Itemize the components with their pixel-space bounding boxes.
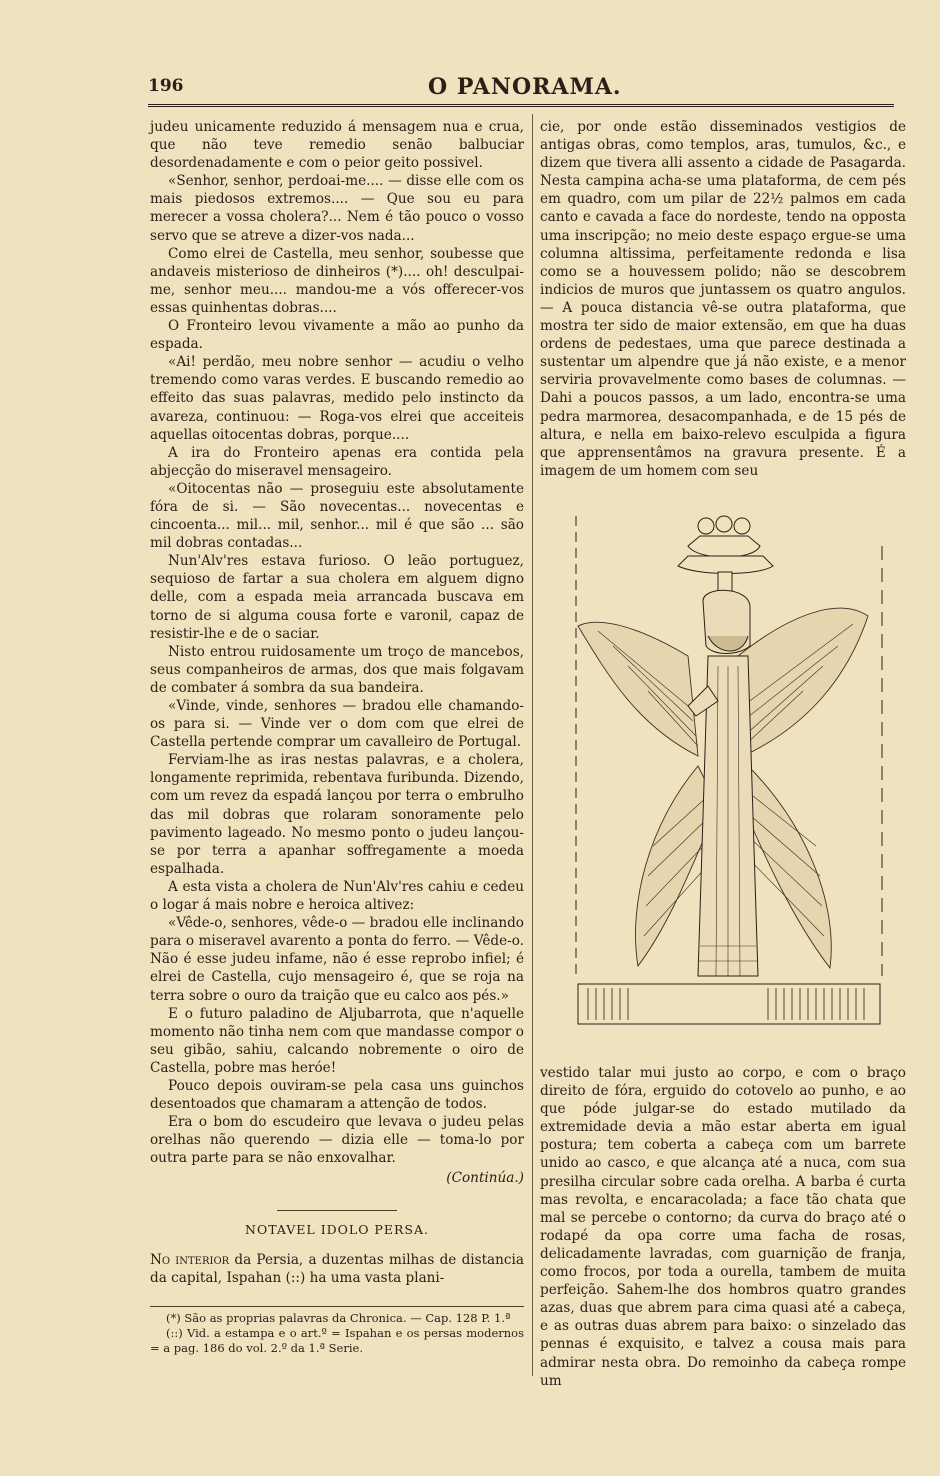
- article-first-paragraph: [150, 1251, 524, 1287]
- winged-idol-engraving: [568, 506, 890, 1036]
- article-title: NOTAVEL IDOLO PERSA.: [150, 1210, 524, 1239]
- paragraph: O Fronteiro levou vivamente a mão ao punho da espada.: [150, 318, 524, 353]
- paragraph: E o futuro paladino de Aljubarrota, que n'aquelle momento não tinha nem com que mandasse compor o seu gibão, sahiu, calcando nobremente o oiro de Castella, pobre mas heróe!: [150, 1005, 524, 1076]
- paragraph: Nisto entrou ruidosamente um troço de mancebos, seus companheiros de armas, dos que mais folgavam de combater á sombra da sua bandeira.: [150, 643, 524, 696]
- page-number: 196: [148, 76, 184, 96]
- paragraph: «Ai! perdão, meu nobre senhor — acudiu o velho tremendo como varas verdes. E buscando remedio ao effeito das suas palavras, medido pelo instincto da avareza, continuou: — Roga-vos elrei que acceiteis aquellas oitocentas dobras, porque....: [150, 354, 524, 443]
- footnotes: [150, 1306, 524, 1356]
- paragraph: Pouco depois ouviram-se pela casa uns guinchos desentoados que chamaram a attenção de todos.: [150, 1077, 524, 1113]
- continues-label: (Continúa.): [446, 1170, 524, 1187]
- paragraph: «Oitocentas não — proseguiu este absolutamente fóra de si. — São novecentas... novecentas e cincoenta... mil... mil, senhor... mil é que são ... são mil dobras contadas...: [150, 480, 524, 552]
- footnote: (::) Vid. a estampa e o art.º = Ispahan e os persas modernos = a pag. 186 do vol. 2.º da 1.ª Serie.: [150, 1326, 524, 1355]
- paragraph: cie, por onde estão disseminados vestigios de antigas obras, como templos, aras, tumulos, &c., e dizem que tivera alli assento a cidade de Pasagarda. Nesta campina acha-se uma plataforma, de cem pés em quadro, com um pilar de 22½ palmos em cada canto e cavada a face do nordeste, tendo na opposta uma inscripção; no meio deste espaço ergue-se uma columna altissima, perfeitamente redonda e lisa como se a houvessem polido; não se descobrem indicios de muros que juntassem os quatro angulos. — A pouca distancia vê-se outra plataforma, que mostra ter sido de maior extensão, em que ha duas ordens de pedestaes, uma que parece destinada a sustentar um alpendre que já não existe, e a menor serviria provavelmente como bases de columnas. — Dahi a poucos passos, a um lado, encontra-se uma pedra marmorea, desacompanhada, e de 15 pés de altura, e nella em baixo-relevo esculpida a figura que apprensentâmos na gravura presente. É a imagem de um homem com seu: [540, 119, 906, 479]
- paragraph: vestido talar mui justo ao corpo, e com o braço direito de fóra, erguido do cotovelo ao punho, e ao que póde julgar-se do estado mutilado da extremidade devia a mão estar aberta em igual postura; tem coberta a cabeça com um barrete unido ao casco, e que alcança até a nuca, com sua presilha circular sobre cada orelha. A barba é curta mas revolta, e encaracolada; a face tão chata que mal se percebe o contorno; da curva do braço até o rodapé da opa corre uma facha de rosas, delicadamente lavradas, com guarnição de franja, como frocos, por toda a ourella, tambem de muita perfeição. Sahem-lhe dos hombros quatro grandes azas, duas que abrem para cima quasi até a cabeça, e as outras duas abrem para baixo: o sinzelado das pennas é exquisito, e talvez a cousa mais para admirar nesta obra. Do remoinho da cabeça rompe um: [540, 1065, 906, 1389]
- paragraph: «Senhor, senhor, perdoai-me.... — disse elle com os mais piedosos extremos.... — Que sou eu para merecer a vossa cholera?... Nem é tão pouco o vosso servo que se atreve a dizer-vos nada...: [150, 173, 524, 244]
- paragraph: Era o bom do escudeiro que levava o judeu pelas orelhas não querendo — dizia elle — toma-lo por outra parte para se não enxovalhar.: [150, 1114, 524, 1167]
- paragraph: Como elrei de Castella, meu senhor, soubesse que andaveis misterioso de dinheiros (*).... oh! desculpai-me, senhor meu.... mandou-me a vós offerecer-vos essas quinhentas dobras....: [150, 245, 524, 316]
- paragraph: Ferviam-lhe as iras nestas palavras, e a cholera, longamente reprimida, rebentava furibunda. Dizendo, com um revez da espadá lançou por terra o embrulho das mil dobras que rolaram sonoramente pelo pavimento lageado. No mesmo ponto o judeu lançou-se por terra a apanhar soffregamente a moeda espalhada.: [150, 752, 524, 877]
- paragraph: A ira do Fronteiro apenas era contida pela abjecção do miseravel mensageiro.: [150, 444, 524, 479]
- column-divider: [532, 114, 533, 1376]
- paragraph: A esta vista a cholera de Nun'Alv'res cahiu e cedeu o logar á mais nobre e heroica altivez:: [150, 878, 524, 914]
- right-column-top: [540, 118, 906, 480]
- paragraph: Nun'Alv'res estava furioso. O leão portuguez, sequioso de fartar a sua cholera em alguem digno delle, com a espada meia arrancada buscava em torno de si alguma cousa forte e varonil, capaz de resistir-lhe e de o saciar.: [150, 553, 524, 642]
- header-rule: [148, 104, 894, 107]
- article-first-text: da Persia, a duzentas milhas de distancia da capital, Ispahan (::) ha uma vasta plani-: [150, 1251, 524, 1286]
- page-header: [148, 74, 894, 104]
- article-lead: No interior: [150, 1251, 230, 1268]
- journal-title: O PANORAMA.: [428, 74, 622, 100]
- left-column: [150, 118, 524, 1287]
- right-column-bottom: [540, 1064, 906, 1390]
- paragraph: judeu unicamente reduzido á mensagem nua e crua, que não teve remedio senão balbuciar desordenadamente e com o peior geito possivel.: [150, 119, 524, 172]
- paragraph: «Vinde, vinde, senhores — bradou elle chamando-os para si. — Vinde ver o dom com que elrei de Castella pertende comprar um cavalleiro de Portugal.: [150, 698, 524, 751]
- footnote: (*) São as proprias palavras da Chronica. — Cap. 128 P. 1.ª: [166, 1311, 511, 1325]
- paragraph: «Vêde-o, senhores, vêde-o — bradou elle inclinando para o miseravel avarento a ponta do ferro. — Vêde-o. Não é esse judeu infame, não é esse reprobo infiel; é elrei de Castella, cujo mensageiro é, que se roja na terra sobre o ouro da traição que eu calco aos pés.»: [150, 915, 524, 1004]
